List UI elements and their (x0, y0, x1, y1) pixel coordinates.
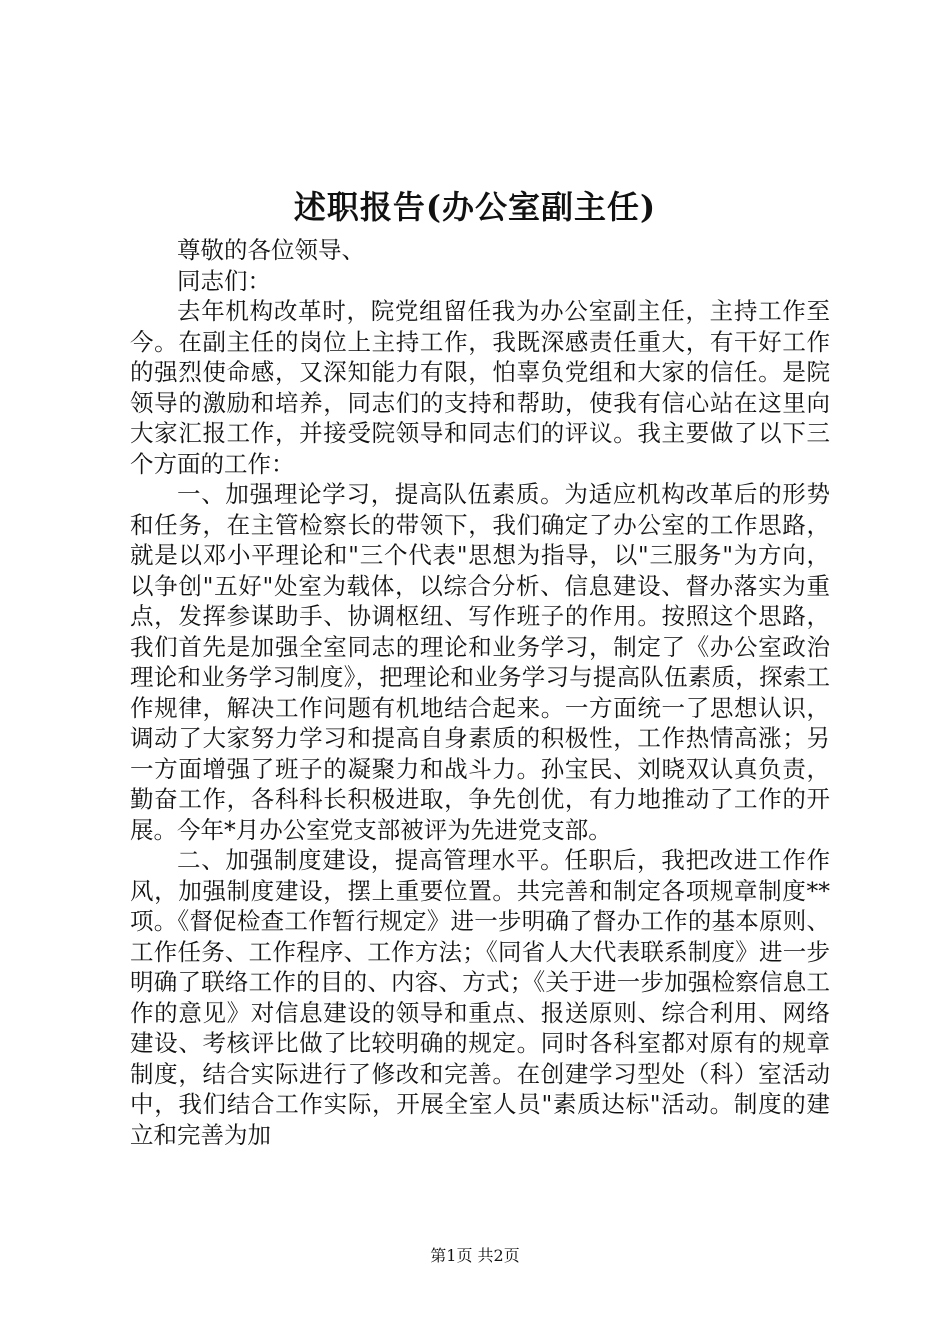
paragraph-theory-study: 一、加强理论学习，提高队伍素质。为适应机构改革后的形势和任务，在主管检察长的带领下，我们确定了办公室的工作思路，就是以邓小平理论和"三个代表"思想为指导，以"三服务"为方向，以争创"五好"处室为载体，以综合分析、信息建设、督办落实为重点，发挥参谋助手、协调枢纽、写作班子的作用。按照这个思路，我们首先是加强全室同志的理论和业务学习，制定了《办公室政治理论和业务学习制度》，把理论和业务学习与提高队伍素质，探索工作规律，解决工作问题有机地结合起来。一方面统一了思想认识，调动了大家努力学习和提高自身素质的积极性，工作热情高涨；另一方面增强了班子的凝聚力和战斗力。孙宝民、刘晓双认真负责，勤奋工作，各科科长积极进取，争先创优，有力地推动了工作的开展。今年*月办公室党支部被评为先进党支部。 (130, 480, 830, 844)
document-body (130, 235, 830, 1150)
paragraph-system-building: 二、加强制度建设，提高管理水平。任职后，我把改进工作作风，加强制度建设，摆上重要位置。共完善和制定各项规章制度**项。《督促检查工作暂行规定》进一步明确了督办工作的基本原则、工作任务、工作程序、工作方法；《同省人大代表联系制度》进一步明确了联络工作的目的、内容、方式；《关于进一步加强检察信息工作的意见》对信息建设的领导和重点、报送原则、综合利用、网络建设、考核评比做了比较明确的规定。同时各科室都对原有的规章制度，结合实际进行了修改和完善。在创建学习型处（科）室活动中，我们结合工作实际，开展全室人员"素质达标"活动。制度的建立和完善为加 (130, 846, 830, 1149)
page-number-footer: 第1页 共2页 (430, 1246, 520, 1265)
salutation-line-2: 同志们： (177, 266, 271, 295)
paragraph-intro: 去年机构改革时，院党组留任我为办公室副主任，主持工作至今。在副主任的岗位上主持工作，我既深感责任重大，有干好工作的强烈使命感，又深知能力有限，怕辜负党组和大家的信任。是院领导的激励和培养，同志们的支持和帮助，使我有信心站在这里向大家汇报工作，并接受院领导和同志们的评议。我主要做了以下三个方面的工作： (130, 297, 830, 478)
document-title: 述职报告(办公室副主任) (293, 188, 657, 226)
salutation-line-1: 尊敬的各位领导、 (177, 236, 365, 264)
